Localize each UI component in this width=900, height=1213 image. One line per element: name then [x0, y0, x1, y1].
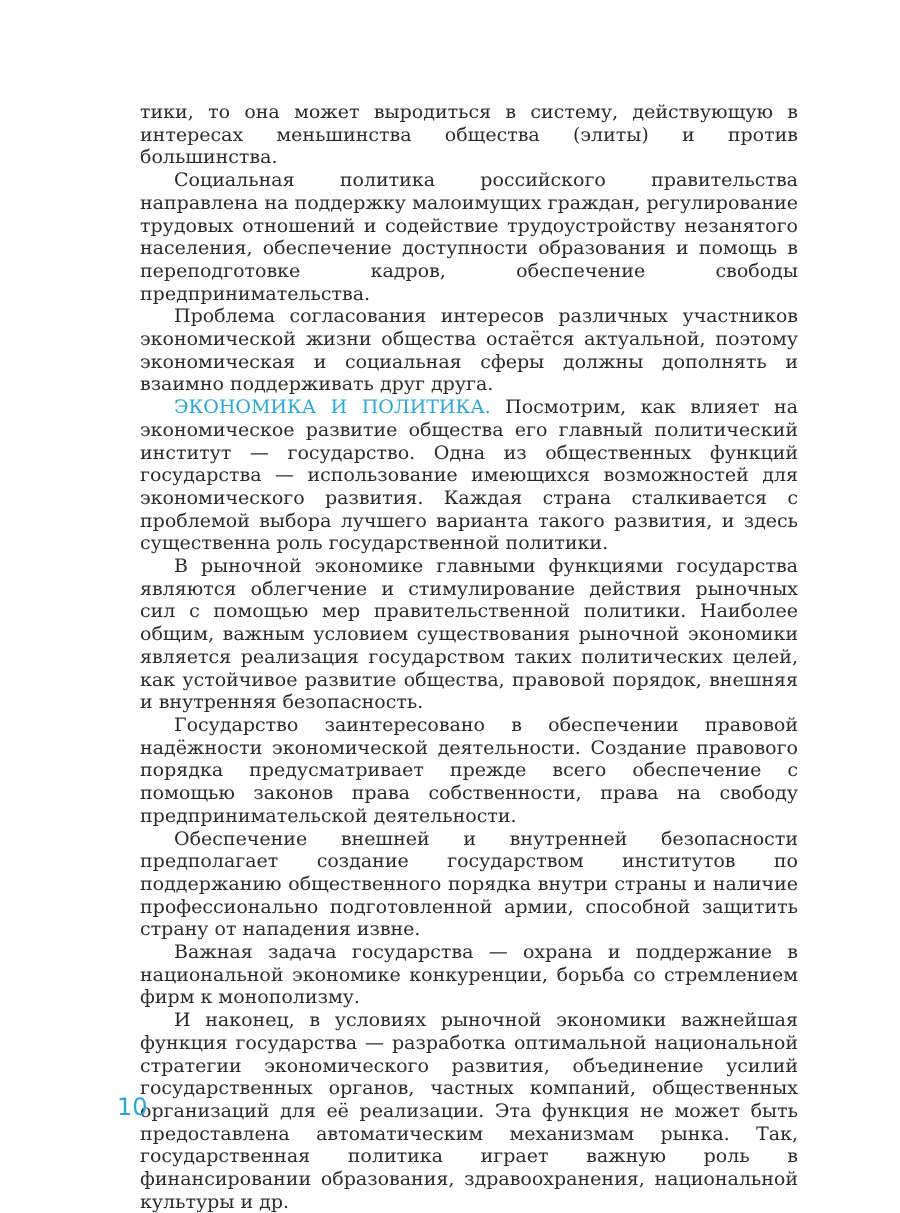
- section-heading: ЭКОНОМИКА И ПОЛИТИКА.: [174, 396, 491, 419]
- paragraph-security: Обеспечение внешней и внутренней безопасности предполагает создание государством институтов по поддержанию общественного порядка внутри страны и наличие профессионально подготовленной армии, способной защитить страну от нападения извне.: [140, 827, 798, 941]
- paragraph-strategy: И наконец, в условиях рыночной экономики важнейшая функция государства — разработка оптимальной национальной стратегии экономического развития, объединение усилий государственных органов, частных компаний, общественных организаций для её реализации. Эта функция не может быть предоставлена автоматическим механизмам рынка. Так, государственная политика играет важную роль в финансировании образования, здравоохранения, национальной культуры и др.: [140, 1009, 798, 1213]
- paragraph-market-functions: В рыночной экономике главными функциями государства являются облегчение и стимулирование действия рыночных сил с помощью мер правительственной политики. Наиболее общим, важным условием существования рыночной экономики является реализация государством таких политических целей, как устойчивое развитие общества, правовой порядок, внешняя и внутренняя безопасность.: [140, 555, 798, 714]
- page-body: [140, 101, 798, 1213]
- paragraph-continuation: тики, то она может выродиться в систему, действующую в интересах меньшинства общества (элиты) и против большинства.: [140, 101, 798, 169]
- page-number: 10: [117, 1093, 148, 1121]
- paragraph-social-policy: Социальная политика российского правительства направлена на поддержку малоимущих граждан, регулирование трудовых отношений и содействие трудоустройству незанятого населения, обеспечение доступности образования и помощь в переподготовке кадров, обеспечение свободы предпринимательства.: [140, 169, 798, 305]
- paragraph-economy-politics-text: Посмотрим, как влияет на экономическое развитие общества его главный политический институт — государство. Одна из общественных функций государства — использование имеющихся возможностей для экономического развития. Каждая страна сталкивается с проблемой выбора лучшего варианта такого развития, и здесь существенна роль государственной политики.: [140, 396, 798, 555]
- paragraph-competition: Важная задача государства — охрана и поддержание в национальной экономике конкуренции, борьба со стремлением фирм к монополизму.: [140, 941, 798, 1009]
- paragraph-interests: Проблема согласования интересов различных участников экономической жизни общества остаётся актуальной, поэтому экономическая и социальная сферы должны дополнять и взаимно поддерживать друг друга.: [140, 305, 798, 396]
- paragraph-economy-politics: [140, 396, 798, 555]
- paragraph-legal-order: Государство заинтересовано в обеспечении правовой надёжности экономической деятельности. Создание правового порядка предусматривает прежде всего обеспечение с помощью законов права собственности, права на свободу предпринимательской деятельности.: [140, 713, 798, 827]
